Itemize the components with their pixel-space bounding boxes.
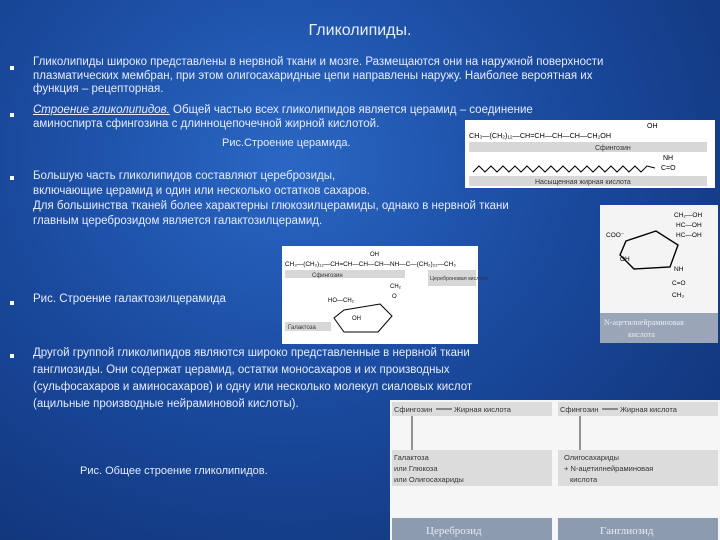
caption-galactosylceramide: Рис. Строение галактозилцерамида	[33, 293, 226, 305]
neu-nh: NH	[674, 266, 684, 273]
bullet-4	[10, 301, 14, 305]
galcer-top-chain: CH₃—(CH₂)₁₂—CH=CH—CH—CH—NH—C—(CH₂)₂₂—CH₃	[285, 261, 456, 268]
p2-line-1: Общей частью всех гликолипидов является церамид – соединение	[169, 104, 533, 116]
p3-line-2: включающие церамид и один или несколько остатков сахаров.	[33, 185, 370, 197]
p1-line-2: плазматических мембран, при этом олигосахаридные цепи направлены наружу. Наиболее вероятная их	[33, 69, 593, 82]
general-structure-diagram	[390, 400, 720, 540]
ceramide-sphingosine-label: Сфингозин	[595, 145, 631, 152]
galcer-cerebronic-label: Цереброновая кислота	[430, 276, 488, 282]
galcer-sphingosine-band	[285, 270, 405, 278]
p2-line-2: аминоспирта сфингозина с длинноцепочечной жирной кислотой.	[33, 117, 380, 130]
bullet-1	[10, 66, 14, 70]
p2-lead: Строение гликолипидов.	[33, 104, 170, 116]
neuraminic-structure	[600, 205, 718, 343]
neuraminic-ring	[620, 231, 678, 269]
galcer-sphingosine-label: Сфингозин	[312, 273, 343, 279]
galactose-ring	[334, 304, 392, 332]
ceramide-oh: OH	[647, 123, 658, 130]
paragraph-3	[33, 169, 509, 229]
p3-line-4: главным цереброзидом является галактозилцерамид.	[33, 215, 323, 227]
slide-title: Гликолипиды.	[308, 22, 412, 39]
p3-line-1: Большую часть гликолипидов составляют цереброзиды,	[33, 170, 336, 182]
galcer-galactose-label: Галактоза	[288, 325, 316, 331]
galcer-o: O	[392, 294, 397, 300]
cerebroside-sphingosine: Сфингозин	[394, 405, 433, 414]
ganglioside-sugar-1: Олигосахариды	[564, 453, 619, 462]
ganglioside-sugar-2: + N-ацетилнейраминовая	[564, 464, 654, 473]
neu-hc-oh-2: HC—OH	[676, 232, 702, 239]
ceramide-top-chain: CH₃—(CH₂)₁₂—CH=CH—CH—CH—CH₂OH	[469, 131, 612, 140]
sphingosine-band	[469, 142, 707, 152]
p5-line-2: ганглиозиды. Они содержат церамид, остатки моносахаров и их производных	[33, 364, 450, 376]
bullet-2	[10, 113, 14, 117]
ganglioside-fatty-acid: Жирная кислота	[620, 405, 677, 414]
p1-line-3: функция – рецепторная.	[33, 83, 164, 95]
neu-co: C=O	[672, 280, 686, 287]
ceramide-co: C=O	[661, 165, 676, 172]
neu-ch2oh: CH₂—OH	[674, 212, 703, 219]
paragraph-1	[33, 56, 603, 97]
neu-oh: OH	[620, 256, 630, 263]
bullet-5	[10, 354, 14, 358]
galcer-structure	[282, 246, 488, 344]
ganglioside-sphingosine: Сфингозин	[560, 405, 599, 414]
neu-hc-oh-1: HC—OH	[676, 222, 702, 229]
p3-line-3: Для большинства тканей более характерны глюкозилцерамиды, однако в нервной ткани	[33, 200, 509, 212]
cerebroside-label: Цереброзид	[426, 525, 482, 537]
bullet-3	[10, 176, 14, 180]
figure-neuraminic-acid	[600, 205, 718, 343]
neu-label-2: кислота	[628, 330, 655, 339]
figure-galactosylceramide	[282, 246, 488, 344]
neu-coo: COO⁻	[606, 232, 625, 239]
ceramide-fatty-acid-label: Насыщенная жирная кислота	[535, 179, 631, 186]
p1-line-1: Гликолипиды широко представлены в нервной ткани и мозге. Размещаются они на наружной поверхности	[33, 56, 604, 68]
p5-line-4: (ацильные производные нейраминовой кислоты).	[33, 398, 299, 410]
galcer-ho-ch2: HO—CH₂	[328, 298, 354, 304]
cerebroside-fatty-acid: Жирная кислота	[454, 405, 511, 414]
cerebroside-sugar-1: Галактоза	[394, 453, 429, 462]
galcer-ring-oh: OH	[352, 316, 361, 322]
figure-general-structure	[390, 400, 720, 540]
ganglioside-label: Ганглиозид	[600, 525, 654, 537]
paragraph-4	[33, 293, 226, 307]
cerebroside-sugar-2: или Глюкоза	[394, 464, 438, 473]
caption-general-structure: Рис. Общее строение гликолипидов.	[80, 465, 268, 477]
galcer-oh: OH	[370, 252, 379, 258]
ceramide-nh: NH	[663, 155, 674, 162]
paragraph-2	[33, 104, 533, 131]
ganglioside-sugar-3: кислота	[570, 475, 598, 484]
p5-line-3: (сульфосахаров и аминосахаров) и одну или несколько молекул сиаловых кислот	[33, 381, 473, 393]
neu-ch3: CH₃	[672, 292, 685, 299]
neu-label-1: N-ацетилнейраминовая	[604, 318, 684, 327]
cerebroside-sugar-3: или Олигосахариды	[394, 475, 464, 484]
caption-ceramide: Рис.Строение церамида.	[222, 137, 351, 149]
p5-line-1: Другой группой гликолипидов являются широко представленные в нервной ткани	[33, 347, 470, 359]
galcer-ch2: CH₂	[390, 284, 401, 290]
